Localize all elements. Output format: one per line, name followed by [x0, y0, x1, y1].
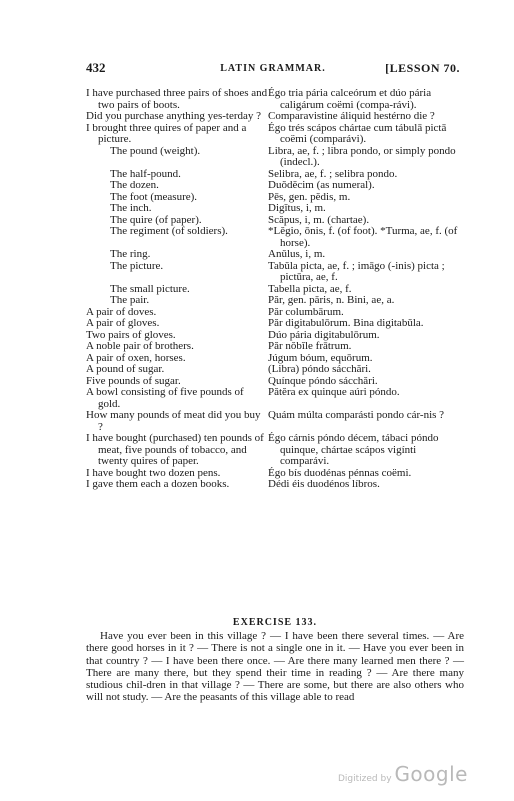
vocab-row — [86, 123, 464, 146]
english-phrase: Did you purchase anything yes-terday ? — [86, 110, 262, 122]
vocab-row — [86, 318, 464, 330]
english-phrase: The ring. — [110, 248, 151, 260]
watermark-small: Digitized by — [338, 774, 392, 784]
latin-translation: Dúo pária digitabulōrum. — [268, 328, 380, 341]
latin-translation: Păr digitabulōrum. Bina digitabŭla. — [268, 317, 424, 329]
vocab-row — [86, 203, 464, 215]
english-phrase: A noble pair of brothers. — [86, 340, 194, 352]
vocab-row — [86, 410, 464, 433]
latin-translation: Égo trés scápos chártae cum tábulā pictā coëmi (comparávi). — [268, 121, 447, 145]
digitized-watermark — [338, 762, 468, 786]
english-phrase: The inch. — [110, 202, 152, 214]
english-phrase: I have bought two dozen pens. — [86, 466, 221, 479]
latin-translation: Pēs, gen. pĕdis, m. — [268, 190, 351, 203]
exercise-text: Have you ever been in this village ? — I have been there several times. — Are there good horses in it ? — There is not a single one in it. — Have you ever been in that country ? — I have been there once. — Are there many learned men there ? — There are many there, but they spend their time in reading ? — Are there many studious chil-dren in that village ? — There are some, but there are also others who will not study. — Are the peasants of this village able to read — [86, 630, 464, 704]
vocab-row — [86, 226, 464, 249]
latin-translation: Scăpus, i, m. (chartae). — [268, 213, 370, 226]
latin-translation: Quínque póndo sácchări. — [268, 374, 378, 387]
latin-translation: Quám múlta comparásti pondo cár-nis ? — [268, 409, 445, 421]
latin-translation: Păr columbārum. — [268, 305, 344, 318]
latin-translation: Duŏdĕcim (as numeral). — [268, 179, 375, 191]
running-title: LATIN GRAMMAR. — [220, 63, 326, 74]
latin-translation: Égo bís duodénas pénnas coëmi. — [268, 466, 412, 479]
english-phrase: The dozen. — [110, 179, 159, 191]
vocab-row — [86, 249, 464, 261]
latin-translation: Dédi éis duodénos líbros. — [268, 478, 380, 490]
vocab-row — [86, 88, 464, 111]
vocab-row — [86, 180, 464, 192]
vocab-row — [86, 479, 464, 491]
vocab-row — [86, 111, 464, 123]
english-phrase: The small picture. — [110, 282, 190, 295]
latin-translation: Pătĕra ex quinque aúri póndo. — [268, 386, 400, 398]
english-phrase: The pound (weight). — [110, 144, 201, 157]
english-phrase: A pair of gloves. — [86, 317, 160, 329]
vocab-row — [86, 387, 464, 410]
latin-translation: Égo tria pária calceórum et dúo pária caligárum coëmi (compa-rávi). — [268, 87, 432, 111]
latin-translation: Júgum bóum, equōrum. — [268, 351, 373, 364]
latin-translation: *Lĕgio, ōnis, f. (of foot). *Turma, ae, f. (of horse). — [268, 225, 458, 249]
vocab-row — [86, 433, 464, 468]
english-phrase: Five pounds of sugar. — [86, 374, 181, 387]
english-phrase: The quire (of paper). — [110, 213, 202, 226]
english-phrase: A pound of sugar. — [86, 363, 165, 375]
english-phrase: I have bought (purchased) ten pounds of meat, five pounds of tobacco, and twenty quires of paper. — [86, 432, 264, 467]
latin-translation: Păr, gen. păris, n. Bini, ae, a. — [268, 294, 395, 306]
latin-translation: (Libra) póndo sácchări. — [268, 363, 371, 375]
english-phrase: A pair of oxen, horses. — [86, 351, 186, 364]
exercise-heading: EXERCISE 133. — [232, 617, 318, 628]
english-phrase: The foot (measure). — [110, 190, 198, 203]
english-phrase: The pair. — [110, 294, 150, 306]
latin-translation: Libra, ae, f. ; libra pondo, or simply pondo (indecl.). — [268, 144, 456, 168]
latin-translation: Comparavistine áliquid hestérno die ? — [268, 110, 435, 122]
vocab-row — [86, 261, 464, 284]
english-phrase: How many pounds of meat did you buy ? — [86, 409, 261, 433]
watermark-logo: Google — [394, 762, 468, 786]
english-phrase: A bowl consisting of five pounds of gold. — [86, 386, 244, 410]
english-phrase: Two pairs of gloves. — [86, 328, 176, 341]
vocab-row — [86, 341, 464, 353]
english-phrase: I have purchased three pairs of shoes and two pairs of boots. — [86, 87, 268, 111]
english-phrase: The picture. — [110, 259, 164, 272]
latin-translation: Păr nŏbĭle frātrum. — [268, 340, 352, 352]
latin-translation: Tabella picta, ae, f. — [268, 282, 352, 295]
english-phrase: The regiment (of soldiers). — [110, 225, 228, 237]
latin-translation: Égo cárnis póndo décem, tábaci póndo quinque, chártae scápos vigínti comparávi. — [268, 432, 439, 467]
latin-translation: Anŭlus, i, m. — [268, 248, 326, 260]
vocab-row — [86, 295, 464, 307]
english-phrase: I gave them each a dozen books. — [86, 478, 230, 490]
latin-translation: Tabŭla picta, ae, f. ; imāgo (-inis) picta ; pictūra, ae, f. — [268, 259, 445, 283]
page-number: 432 — [86, 60, 106, 75]
vocab-row — [86, 364, 464, 376]
lesson-label: [LESSON 70. — [385, 61, 460, 75]
vocab-row — [86, 146, 464, 169]
vocabulary-table — [86, 88, 464, 491]
english-phrase: I brought three quires of paper and a picture. — [86, 121, 247, 145]
latin-translation: Digĭtus, i, m. — [268, 202, 326, 214]
english-phrase: The half-pound. — [110, 167, 181, 180]
latin-translation: Selibra, ae, f. ; selibra pondo. — [268, 167, 398, 180]
english-phrase: A pair of doves. — [86, 305, 157, 318]
